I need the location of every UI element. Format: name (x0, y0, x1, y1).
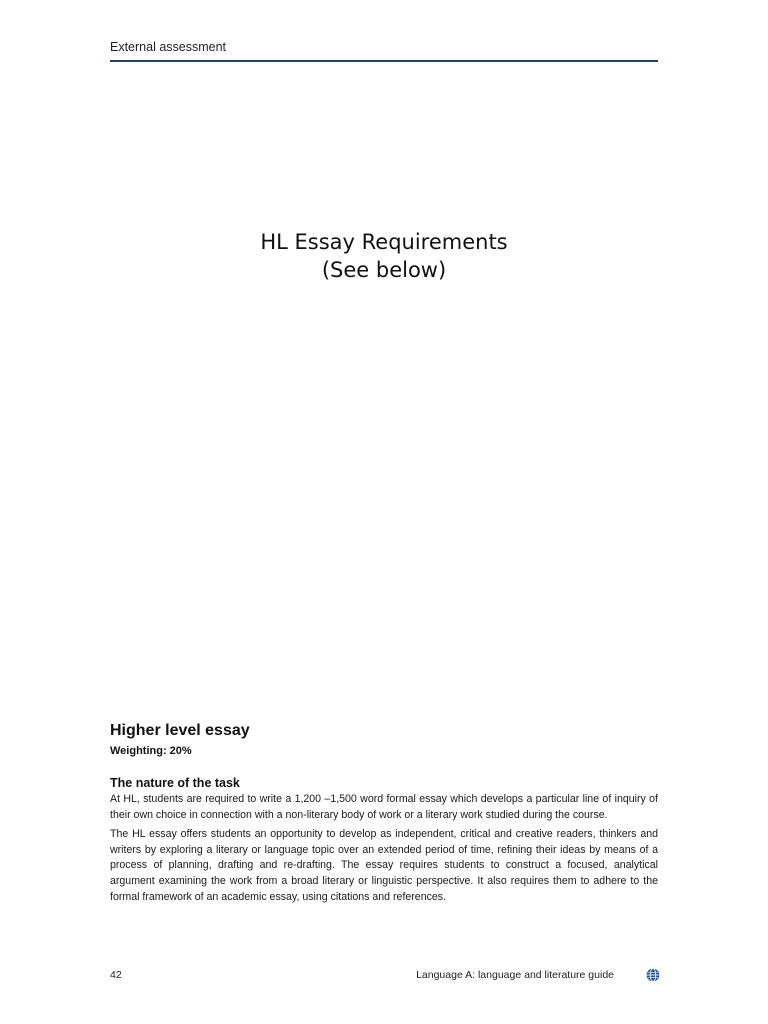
page-number: 42 (110, 969, 122, 981)
section-heading: Higher level essay (110, 722, 250, 739)
task-subheading: The nature of the task (110, 776, 240, 790)
guide-title: Language A: language and literature guide (416, 969, 614, 981)
paragraph: At HL, students are required to write a 1,200 –1,500 word formal essay which develops a particular line of inquiry of their own choice in connection with a non-literary body of work or a literary work studied during the course. (110, 793, 658, 821)
header-divider (110, 60, 658, 62)
weighting-label: Weighting: 20% (110, 745, 192, 757)
placeholder-title (0, 228, 768, 284)
ib-globe-icon (646, 968, 660, 982)
header-section-label: External assessment (110, 40, 227, 54)
paragraph: The HL essay offers students an opportunity to develop as independent, critical and creative readers, thinkers and writers by exploring a literary or language topic over an extended period of time, refining their ideas by means of a process of planning, drafting and re-drafting. The essay requires students to construct a focused, analytical argument examining the work from a broad literary or linguistic perspective. It also requires them to adhere to the formal framework of an academic essay, using citations and references. (110, 828, 658, 903)
placeholder-title-line1: HL Essay Requirements (260, 230, 508, 254)
essay-section (110, 721, 658, 909)
placeholder-title-line2: (See below) (321, 258, 447, 282)
